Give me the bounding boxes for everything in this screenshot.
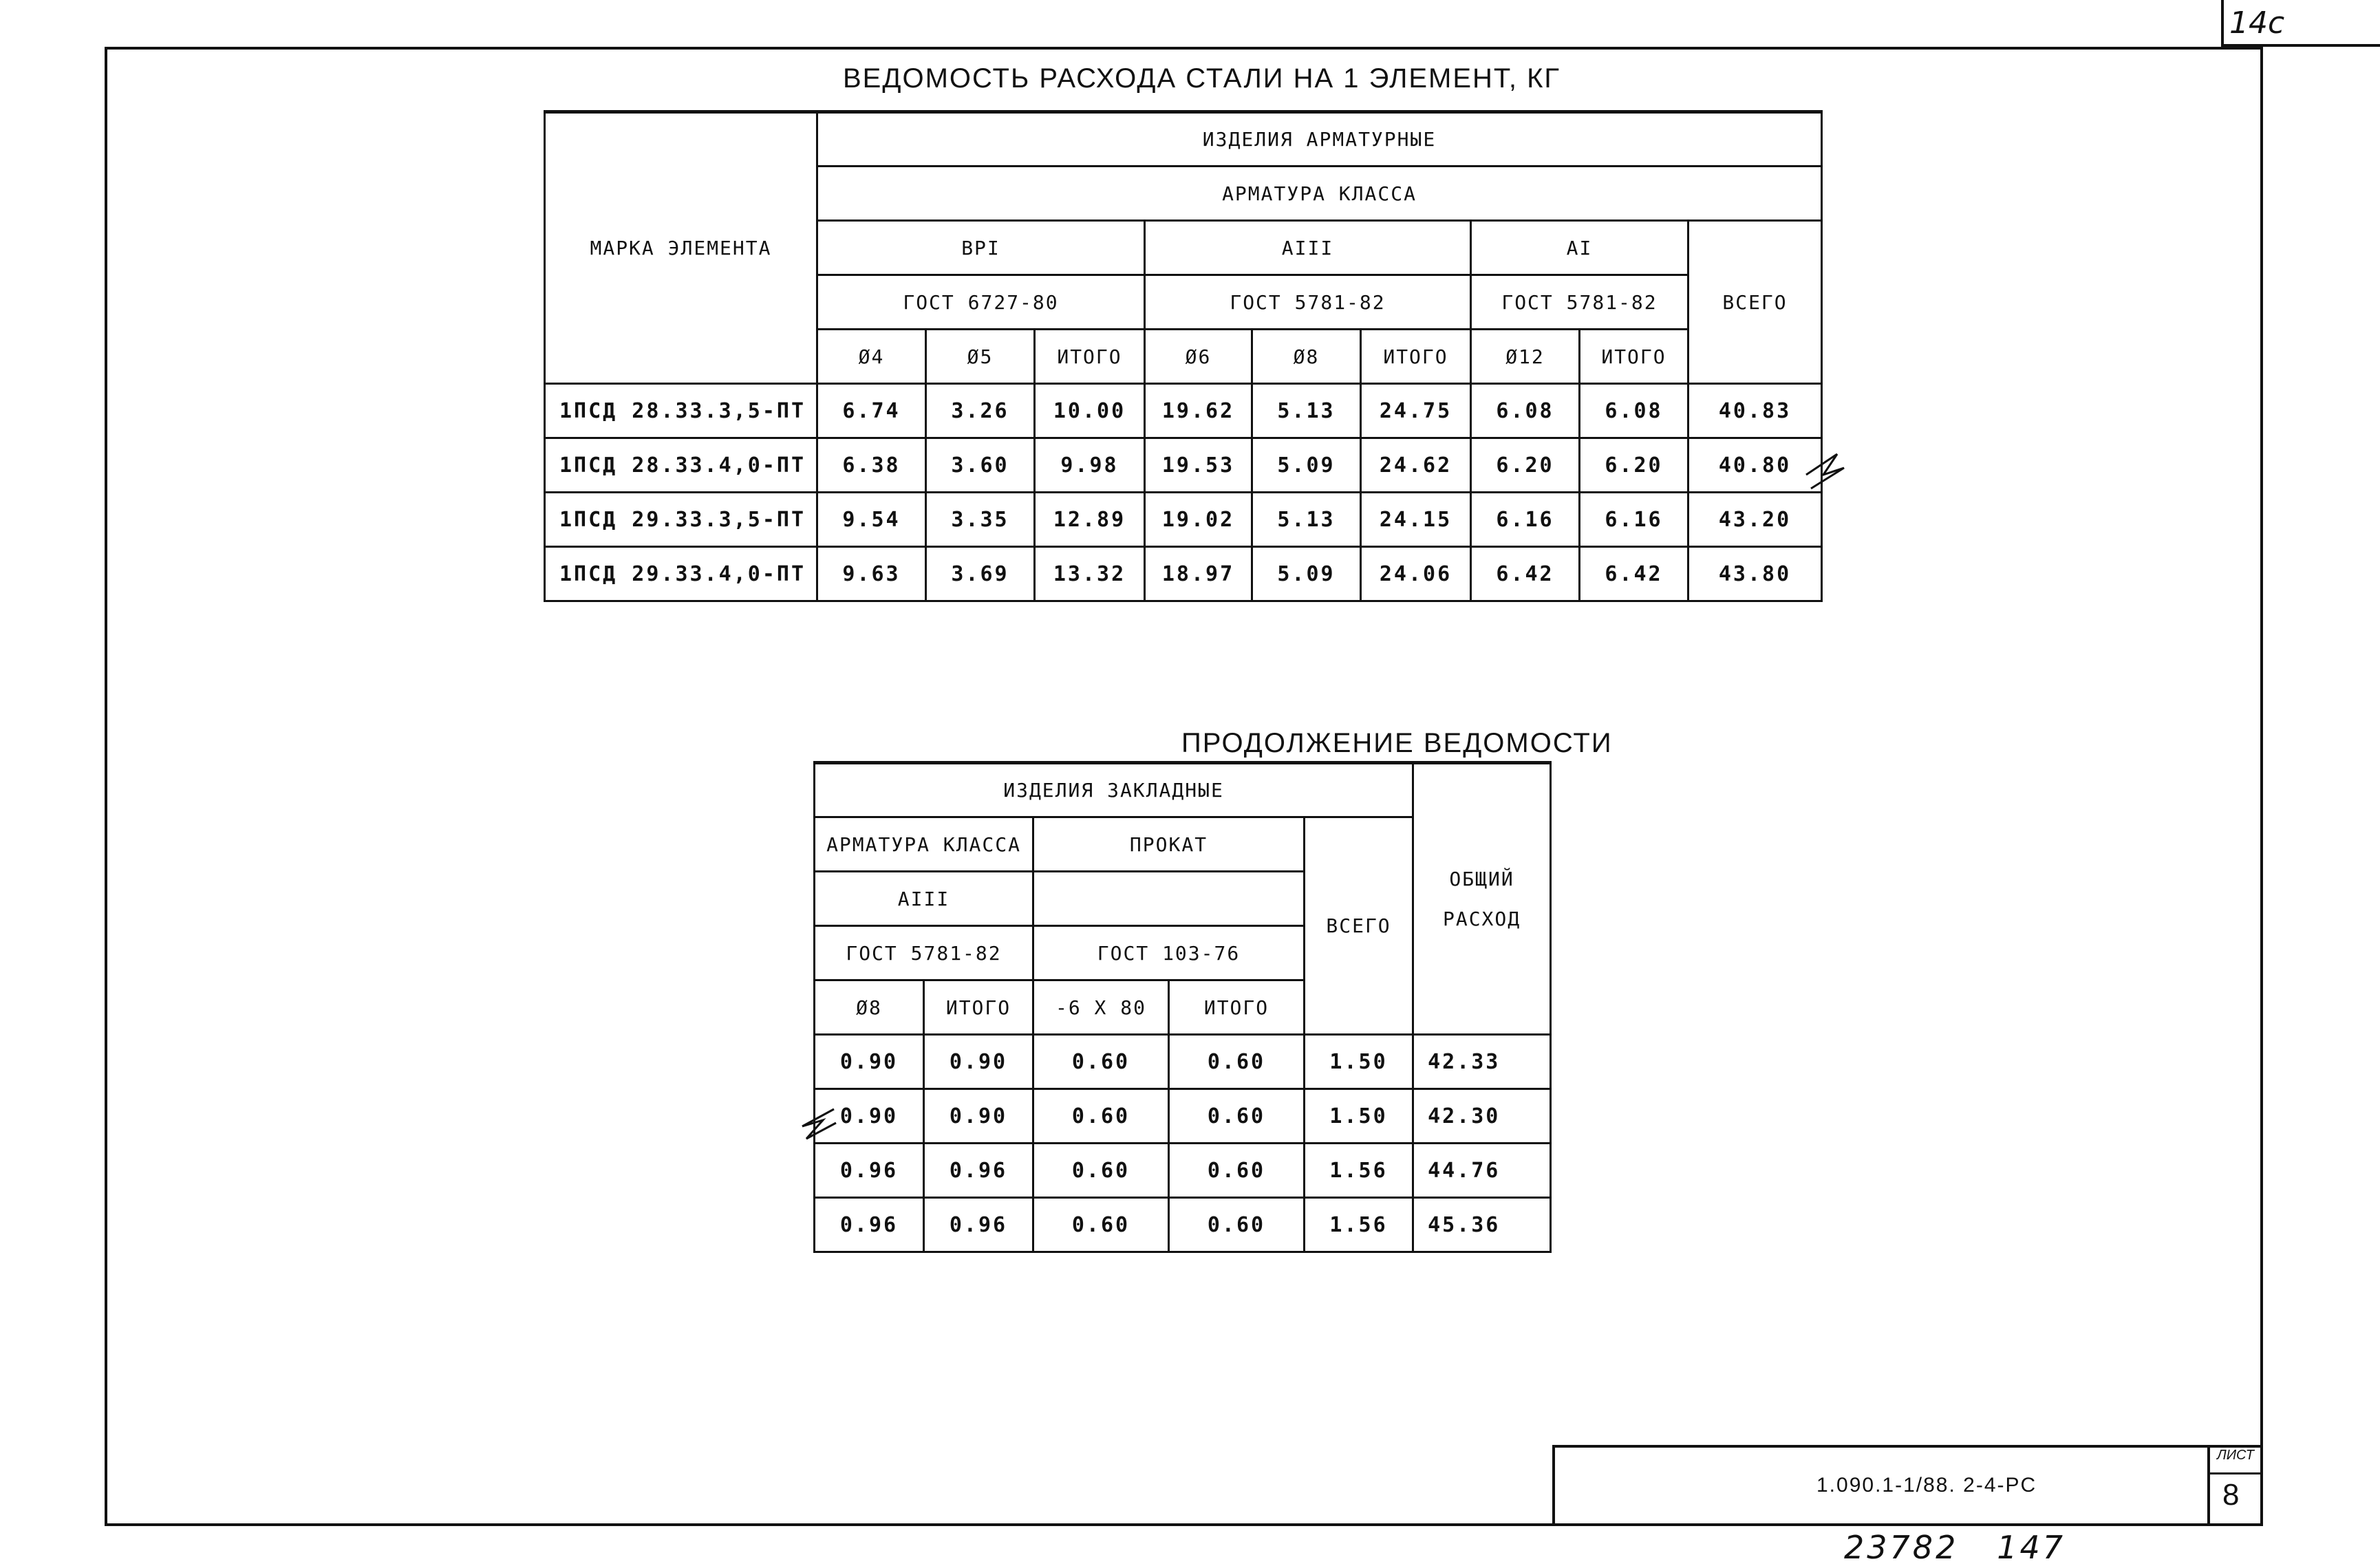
header-class-a1: АI [1471,221,1688,275]
row-mark: 1ПСД 28.33.3,5-ПТ [545,384,817,438]
sheet-number: 8 [2222,1478,2240,1512]
document-code: 1.090.1-1/88. 2-4-PC [1816,1474,2037,1497]
corner-mark: 14с [2229,6,2285,41]
cell: 19.62 [1145,384,1252,438]
cell: 40.80 [1688,438,1822,493]
cell: 9.63 [817,547,926,601]
sheet-label: ЛИСТ [2217,1448,2255,1463]
cell: 6.38 [817,438,926,493]
cell: 1.50 [1305,1089,1413,1144]
cell: 12.89 [1035,493,1145,547]
col-header: ИТОГО [1580,330,1688,384]
header-rebar-class: АРМАТУРА КЛАССА [815,817,1033,872]
header-embedded-group: ИЗДЕЛИЯ ЗАКЛАДНЫЕ [815,763,1413,817]
col-header: Ø4 [817,330,926,384]
header-total: ВСЕГО [1305,817,1413,1035]
cell: 0.90 [924,1089,1033,1144]
header-class-a3: АIII [815,872,1033,926]
header-group: ИЗДЕЛИЯ АРМАТУРНЫЕ [817,112,1822,167]
cell: 0.96 [924,1144,1033,1198]
header-gost-prokat: ГОСТ 103-76 [1033,926,1305,980]
row-mark: 1ПСД 29.33.3,5-ПТ [545,493,817,547]
cell: 0.60 [1033,1089,1169,1144]
col-header: Ø8 [815,980,924,1035]
cell: 10.00 [1035,384,1145,438]
cell: 0.60 [1033,1035,1169,1089]
cell: 6.42 [1580,547,1688,601]
cell: 0.60 [1033,1144,1169,1198]
cell: 6.08 [1580,384,1688,438]
cell: 0.60 [1169,1035,1305,1089]
header-overall-line2: РАСХОД [1442,907,1521,930]
cell: 6.42 [1471,547,1580,601]
header-subgroup: АРМАТУРА КЛАССА [817,167,1822,221]
row-mark: 1ПСД 28.33.4,0-ПТ [545,438,817,493]
cell: 24.06 [1361,547,1471,601]
cell: 43.20 [1688,493,1822,547]
cell: 45.36 [1413,1198,1551,1252]
cell: 0.90 [924,1035,1033,1089]
cell: 0.60 [1169,1198,1305,1252]
break-mark-left [802,1109,836,1139]
cell: 6.74 [817,384,926,438]
cell: 3.35 [926,493,1035,547]
cell: 0.96 [815,1198,924,1252]
table2-title: ПРОДОЛЖЕНИЕ ВЕДОМОСТИ [1181,728,1613,758]
col-header: ИТОГО [1035,330,1145,384]
cell: 6.16 [1580,493,1688,547]
cell: 24.75 [1361,384,1471,438]
sheet-divider [2207,1472,2263,1474]
header-overall-line1: ОБЩИЙ [1449,867,1514,890]
cell: 0.96 [815,1144,924,1198]
cell: 5.13 [1252,384,1361,438]
cell: 42.30 [1413,1089,1551,1144]
cell: 13.32 [1035,547,1145,601]
cell: 1.50 [1305,1035,1413,1089]
cell: 40.83 [1688,384,1822,438]
cell: 44.76 [1413,1144,1551,1198]
header-gost-a1: ГОСТ 5781-82 [1471,275,1688,330]
col-header: Ø6 [1145,330,1252,384]
cell: 0.90 [815,1035,924,1089]
col-header: ИТОГО [1169,980,1305,1035]
header-prokat: ПРОКАТ [1033,817,1305,872]
cell: 0.60 [1033,1198,1169,1252]
cell: 6.20 [1471,438,1580,493]
cell: 0.96 [924,1198,1033,1252]
cell: 9.54 [817,493,926,547]
col-header: Ø12 [1471,330,1580,384]
cell: 5.09 [1252,547,1361,601]
cell: 0.60 [1169,1144,1305,1198]
cell: 24.62 [1361,438,1471,493]
table1-title: ВЕДОМОСТЬ РАСХОДА СТАЛИ НА 1 ЭЛЕМЕНТ, КГ [843,63,1561,94]
col-header: Ø8 [1252,330,1361,384]
cell: 18.97 [1145,547,1252,601]
col-header: ИТОГО [1361,330,1471,384]
cell: 43.80 [1688,547,1822,601]
cell: 0.90 [815,1089,924,1144]
header-class-a3: АIII [1145,221,1471,275]
header-mark: МАРКА ЭЛЕМЕНТА [545,112,817,384]
break-mark-right [1806,454,1844,489]
col-header: -6 Х 80 [1033,980,1169,1035]
cell: 3.60 [926,438,1035,493]
col-header: ИТОГО [924,980,1033,1035]
cell: 24.15 [1361,493,1471,547]
cell: 1.56 [1305,1198,1413,1252]
cell: 9.98 [1035,438,1145,493]
cell: 19.53 [1145,438,1252,493]
header-gost-vr: ГОСТ 6727-80 [817,275,1145,330]
cell: 6.16 [1471,493,1580,547]
header-class-vr: ВРI [817,221,1145,275]
cell: 42.33 [1413,1035,1551,1089]
cell: 5.13 [1252,493,1361,547]
inventory-number: 23782 147 [1844,1529,2066,1566]
header-gost-a3: ГОСТ 5781-82 [1145,275,1471,330]
col-header: Ø5 [926,330,1035,384]
row-mark: 1ПСД 29.33.4,0-ПТ [545,547,817,601]
cell: 19.02 [1145,493,1252,547]
cell: 5.09 [1252,438,1361,493]
cell: 3.26 [926,384,1035,438]
cell: 6.20 [1580,438,1688,493]
header-total: ВСЕГО [1688,221,1822,384]
header-gost-a3: ГОСТ 5781-82 [815,926,1033,980]
cell: 3.69 [926,547,1035,601]
cell: 1.56 [1305,1144,1413,1198]
cell: 0.60 [1169,1089,1305,1144]
cell: 6.08 [1471,384,1580,438]
